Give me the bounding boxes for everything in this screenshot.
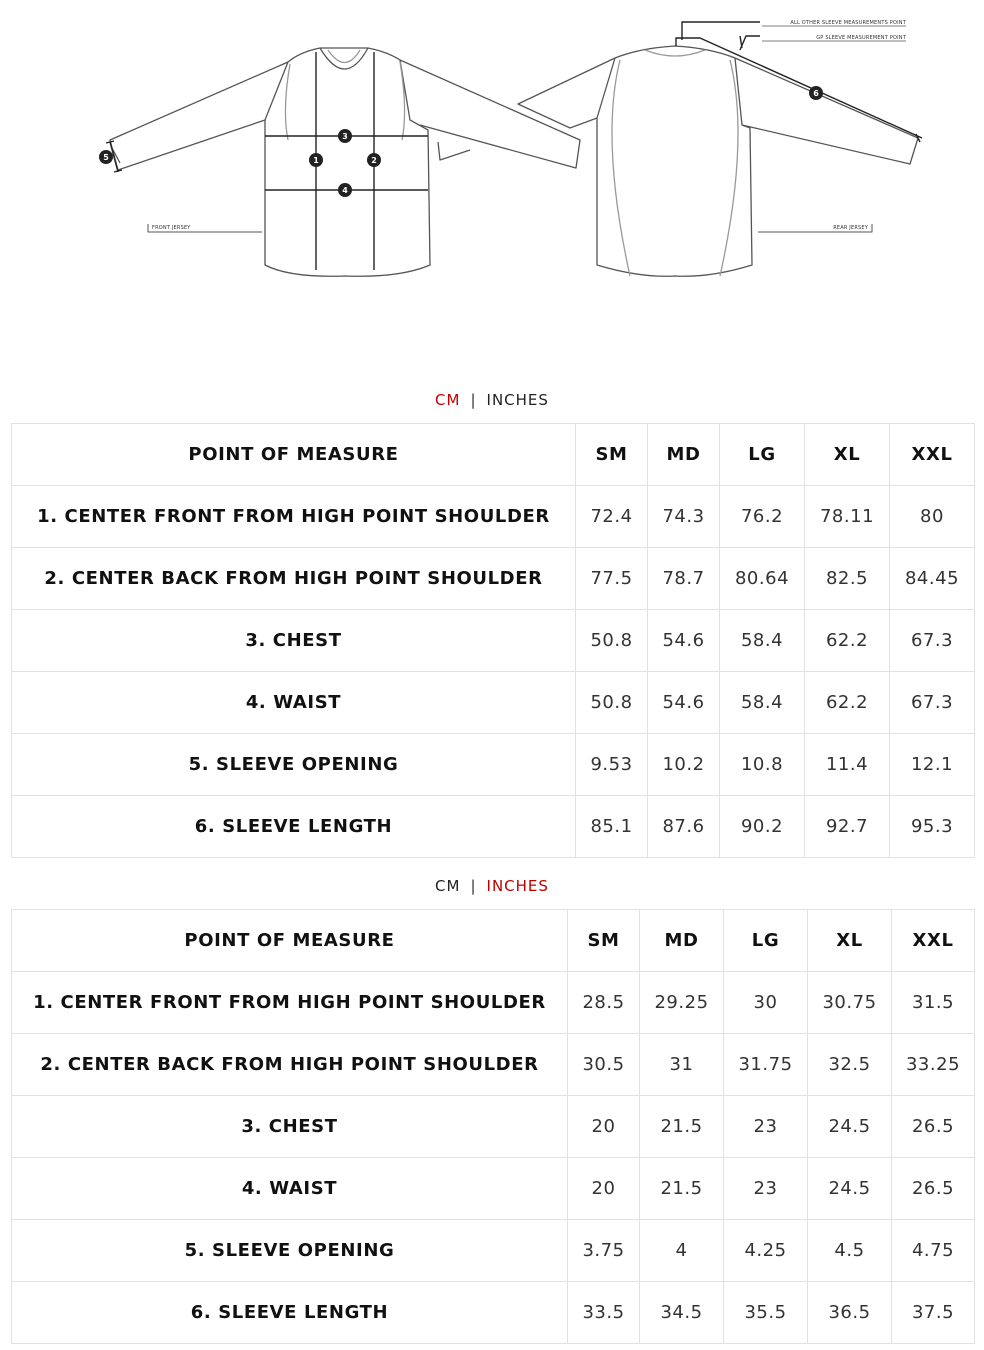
header-lg: LG (724, 910, 808, 972)
table-row (12, 486, 975, 548)
cell-value: 78.11 (805, 486, 890, 548)
header-point-of-measure: POINT OF MEASURE (12, 424, 576, 486)
marker-3 (338, 129, 352, 143)
cell-value: 85.1 (576, 796, 648, 858)
cell-value: 31.5 (892, 972, 975, 1034)
row-label: 5. SLEEVE OPENING (12, 1220, 568, 1282)
cell-value: 62.2 (805, 672, 890, 734)
table-header-row (12, 424, 975, 486)
marker-4 (338, 183, 352, 197)
cell-value: 4.5 (808, 1220, 892, 1282)
cell-value: 3.75 (568, 1220, 640, 1282)
table-row (12, 1034, 975, 1096)
svg-text:3: 3 (342, 132, 348, 141)
unit-toggle-cm-section (0, 391, 984, 409)
header-sm: SM (568, 910, 640, 972)
cell-value: 11.4 (805, 734, 890, 796)
table-row (12, 1282, 975, 1344)
table-row (12, 610, 975, 672)
svg-text:1: 1 (313, 156, 319, 165)
header-md: MD (640, 910, 724, 972)
row-label: 4. WAIST (12, 1158, 568, 1220)
cell-value: 92.7 (805, 796, 890, 858)
cell-value: 33.5 (568, 1282, 640, 1344)
cell-value: 4 (640, 1220, 724, 1282)
cell-value: 50.8 (576, 610, 648, 672)
header-sm: SM (576, 424, 648, 486)
row-label: 2. CENTER BACK FROM HIGH POINT SHOULDER (12, 548, 576, 610)
jersey-measurement-diagram (0, 0, 984, 330)
cell-value: 58.4 (720, 610, 805, 672)
cell-value: 20 (568, 1096, 640, 1158)
cell-value: 78.7 (648, 548, 720, 610)
cell-value: 21.5 (640, 1096, 724, 1158)
cell-value: 12.1 (890, 734, 975, 796)
svg-text:4: 4 (342, 186, 348, 195)
cell-value: 31.75 (724, 1034, 808, 1096)
cell-value: 30.5 (568, 1034, 640, 1096)
cell-value: 67.3 (890, 672, 975, 734)
cell-value: 4.75 (892, 1220, 975, 1282)
table-row (12, 672, 975, 734)
front-jersey-label: FRONT JERSEY (152, 225, 191, 231)
cell-value: 82.5 (805, 548, 890, 610)
cell-value: 9.53 (576, 734, 648, 796)
row-label: 6. SLEEVE LENGTH (12, 1282, 568, 1344)
row-label: 4. WAIST (12, 672, 576, 734)
marker-2 (367, 153, 381, 167)
table-row (12, 1220, 975, 1282)
cell-value: 4.25 (724, 1220, 808, 1282)
cell-value: 95.3 (890, 796, 975, 858)
size-table-cm (11, 423, 975, 858)
cell-value: 24.5 (808, 1096, 892, 1158)
header-xl: XL (805, 424, 890, 486)
jersey-diagram-svg (0, 0, 984, 330)
inches-option[interactable]: INCHES (486, 877, 549, 895)
table-row (12, 1096, 975, 1158)
rear-jersey-drawing (518, 46, 918, 276)
cell-value: 84.45 (890, 548, 975, 610)
row-label: 5. SLEEVE OPENING (12, 734, 576, 796)
cell-value: 58.4 (720, 672, 805, 734)
svg-text:6: 6 (813, 89, 819, 98)
cell-value: 80 (890, 486, 975, 548)
cell-value: 33.25 (892, 1034, 975, 1096)
row-label: 3. CHEST (12, 610, 576, 672)
cell-value: 23 (724, 1158, 808, 1220)
table-row (12, 972, 975, 1034)
cell-value: 30 (724, 972, 808, 1034)
cell-value: 21.5 (640, 1158, 724, 1220)
rear-jersey-label: REAR JERSEY (833, 225, 868, 231)
gp-sleeve-point-label: GP SLEEVE MEASUREMENT POINT (816, 35, 906, 41)
cell-value: 77.5 (576, 548, 648, 610)
unit-toggle-inch-section (0, 877, 984, 895)
size-table-inches (11, 909, 975, 1344)
cm-option[interactable]: CM (435, 877, 461, 895)
cell-value: 28.5 (568, 972, 640, 1034)
cell-value: 10.8 (720, 734, 805, 796)
cm-option[interactable]: CM (435, 391, 461, 409)
cell-value: 29.25 (640, 972, 724, 1034)
row-label: 2. CENTER BACK FROM HIGH POINT SHOULDER (12, 1034, 568, 1096)
inches-option[interactable]: INCHES (486, 391, 549, 409)
cell-value: 10.2 (648, 734, 720, 796)
unit-separator: | (470, 391, 477, 409)
header-md: MD (648, 424, 720, 486)
cell-value: 26.5 (892, 1158, 975, 1220)
cell-value: 26.5 (892, 1096, 975, 1158)
cell-value: 23 (724, 1096, 808, 1158)
front-jersey-drawing (110, 48, 580, 276)
cell-value: 54.6 (648, 672, 720, 734)
row-label: 1. CENTER FRONT FROM HIGH POINT SHOULDER (12, 972, 568, 1034)
cell-value: 20 (568, 1158, 640, 1220)
svg-text:5: 5 (103, 153, 109, 162)
svg-text:2: 2 (371, 156, 377, 165)
cell-value: 54.6 (648, 610, 720, 672)
cell-value: 31 (640, 1034, 724, 1096)
cell-value: 37.5 (892, 1282, 975, 1344)
cell-value: 50.8 (576, 672, 648, 734)
header-xxl: XXL (890, 424, 975, 486)
cell-value: 36.5 (808, 1282, 892, 1344)
label-pointers (148, 224, 872, 232)
cell-value: 74.3 (648, 486, 720, 548)
header-xxl: XXL (892, 910, 975, 972)
cell-value: 32.5 (808, 1034, 892, 1096)
cell-value: 24.5 (808, 1158, 892, 1220)
unit-separator: | (470, 877, 477, 895)
marker-5 (99, 150, 113, 164)
header-point-of-measure: POINT OF MEASURE (12, 910, 568, 972)
table-row (12, 548, 975, 610)
marker-1 (309, 153, 323, 167)
cell-value: 34.5 (640, 1282, 724, 1344)
other-sleeve-point-label: ALL OTHER SLEEVE MEASUREMENTS POINT (790, 20, 906, 26)
cell-value: 72.4 (576, 486, 648, 548)
cell-value: 80.64 (720, 548, 805, 610)
table-header-row (12, 910, 975, 972)
cell-value: 30.75 (808, 972, 892, 1034)
header-xl: XL (808, 910, 892, 972)
header-lg: LG (720, 424, 805, 486)
table-row (12, 734, 975, 796)
cell-value: 62.2 (805, 610, 890, 672)
row-label: 1. CENTER FRONT FROM HIGH POINT SHOULDER (12, 486, 576, 548)
table-row (12, 1158, 975, 1220)
table-row (12, 796, 975, 858)
cell-value: 90.2 (720, 796, 805, 858)
cell-value: 76.2 (720, 486, 805, 548)
row-label: 6. SLEEVE LENGTH (12, 796, 576, 858)
marker-6 (809, 86, 823, 100)
row-label: 3. CHEST (12, 1096, 568, 1158)
cell-value: 35.5 (724, 1282, 808, 1344)
cell-value: 87.6 (648, 796, 720, 858)
cell-value: 67.3 (890, 610, 975, 672)
